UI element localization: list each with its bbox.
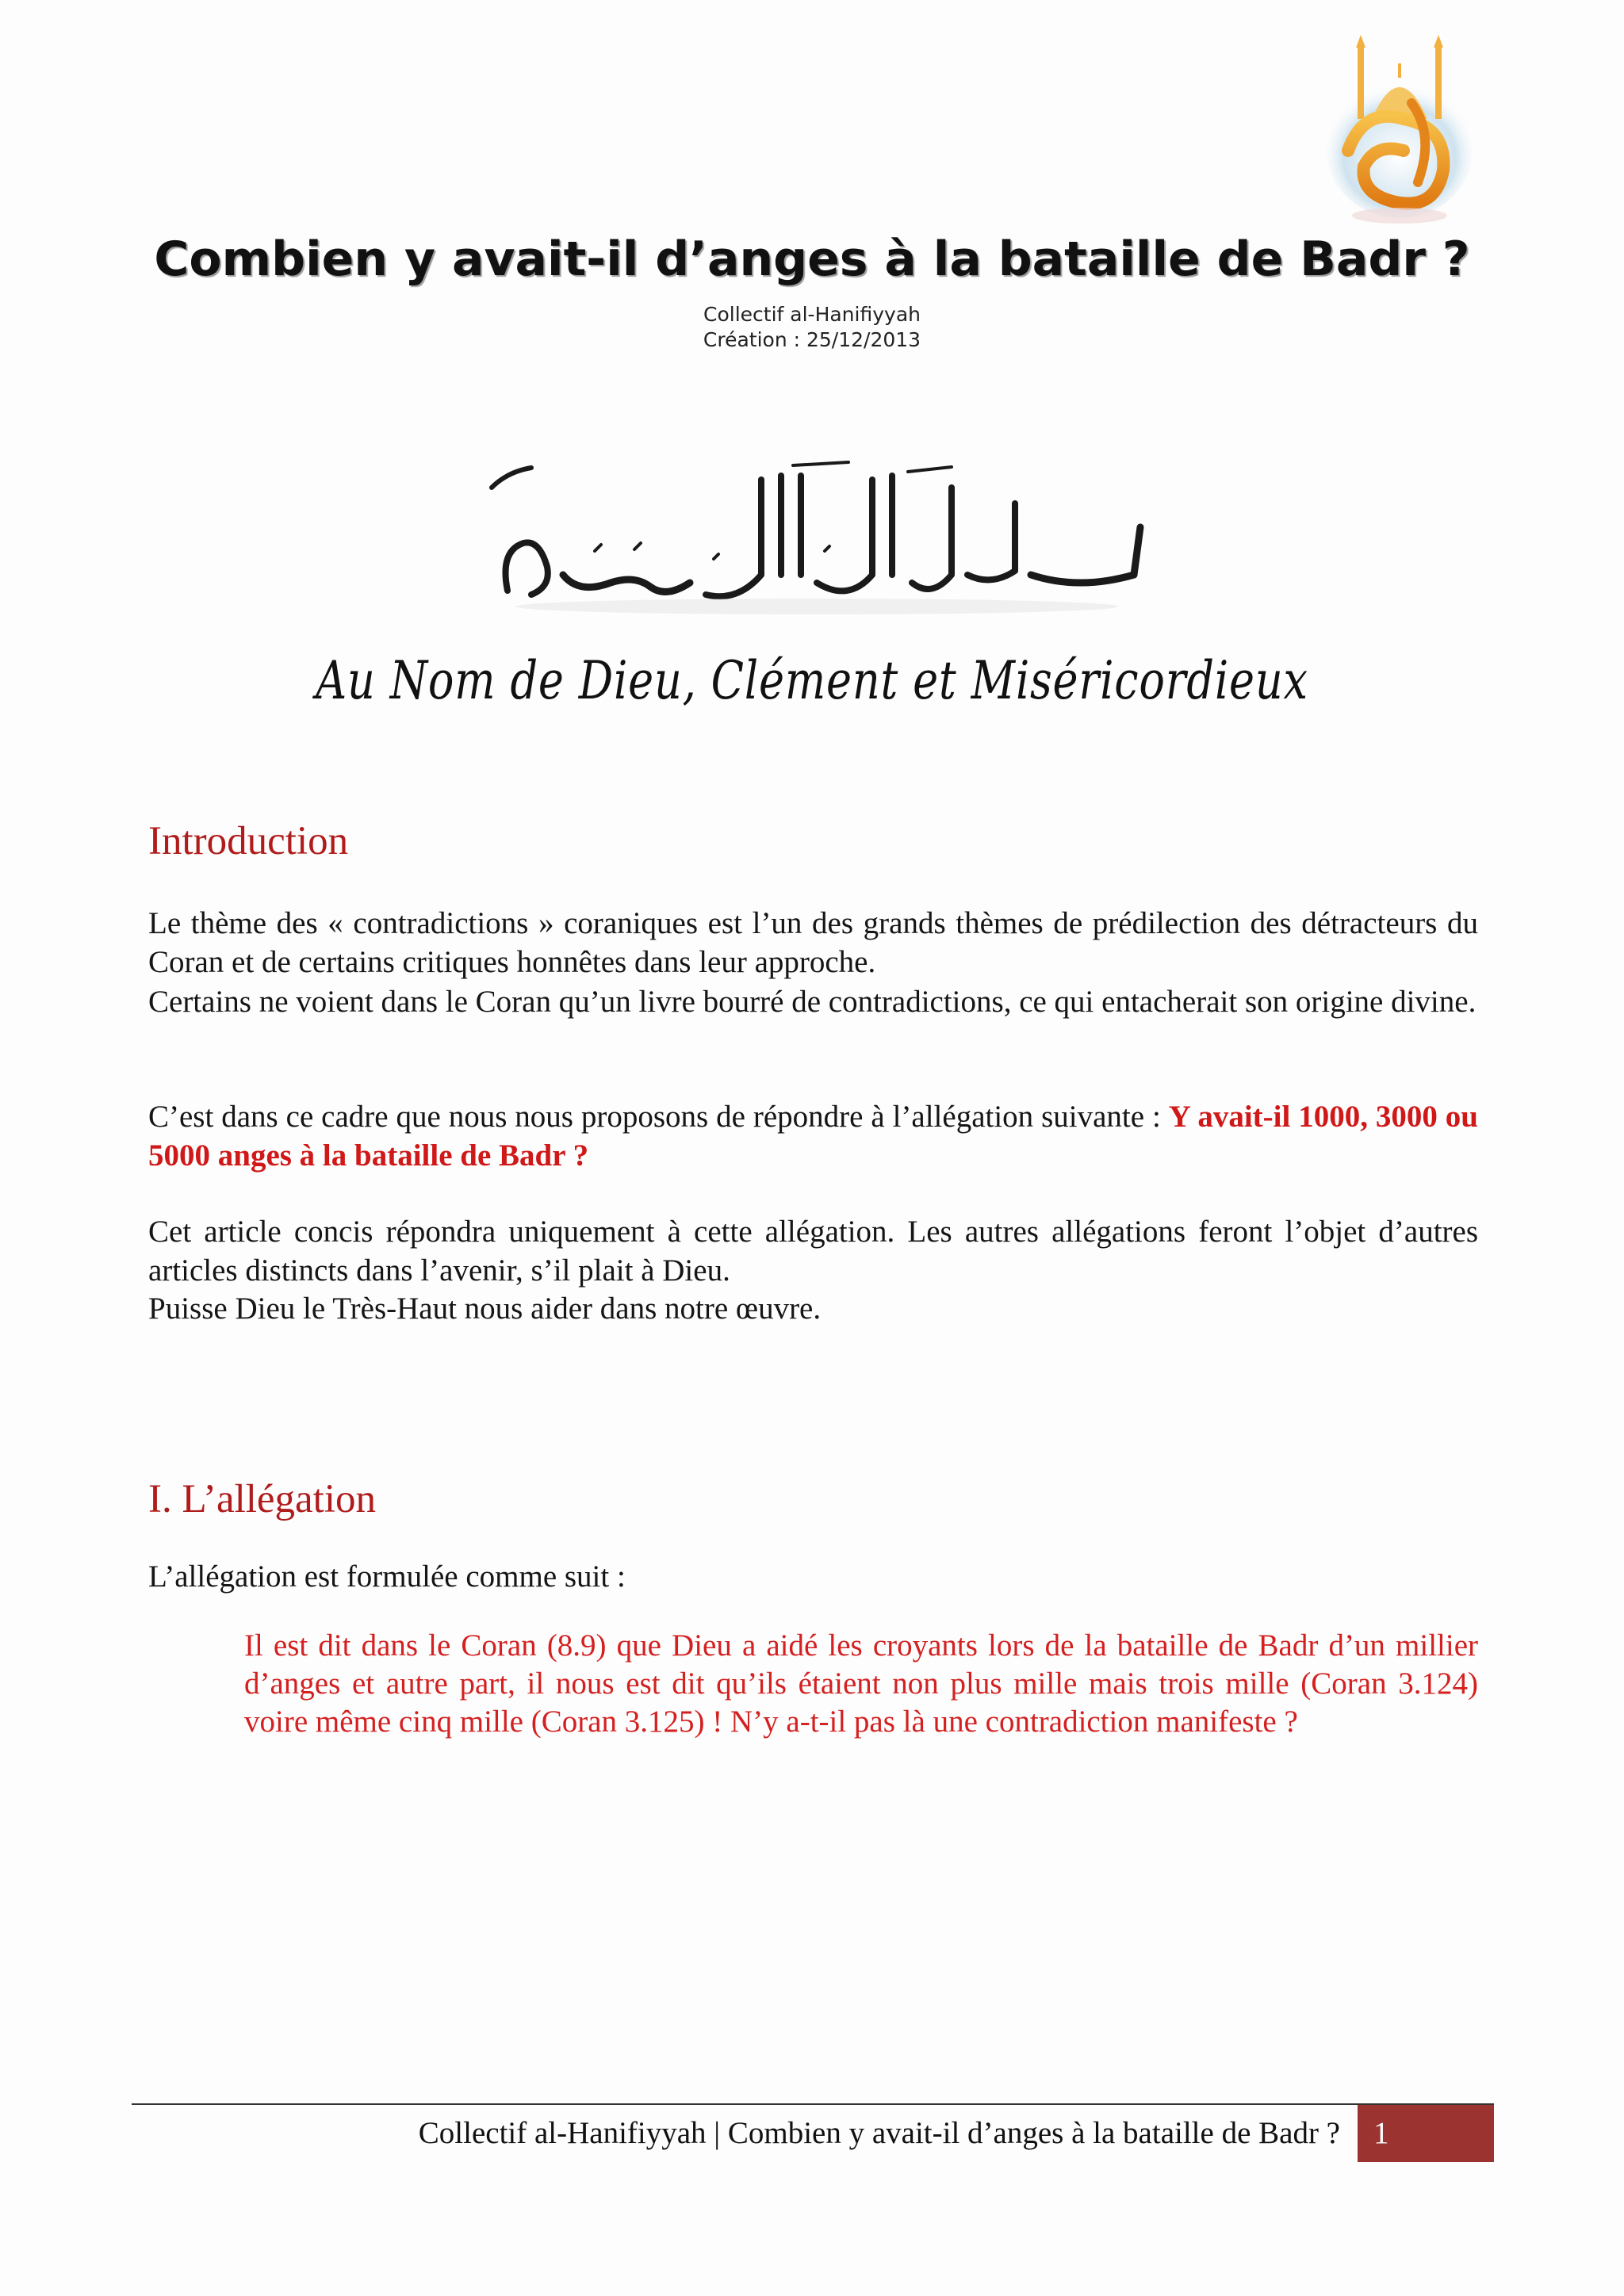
basmala-translation: Au Nom de Dieu, Clément et Miséricordieux bbox=[316, 650, 1308, 711]
basmala-calligraphy-icon bbox=[476, 456, 1158, 622]
allegation-question-highlight: Y avait-il 1000, 3000 ou 5000 anges à la bataille de Badr ? bbox=[148, 1100, 1478, 1173]
introduction-heading: Introduction bbox=[148, 819, 349, 863]
author-line: Collectif al-Hanifiyyah bbox=[703, 303, 921, 326]
intro-paragraph-1: Le thème des « contradictions » coraniques est l’un des grands thèmes de prédilection des détracteurs du Coran et de certains critiques honnêtes dans leur approche. bbox=[148, 906, 1478, 979]
document-title: Combien y avait-il d’anges à la bataille de Badr ? bbox=[154, 232, 1470, 287]
allegation-quote: Il est dit dans le Coran (8.9) que Dieu a aidé les croyants lors de la bataille de Badr d’un millier d’anges et autre part, il nous est dit qu’ils étaient non plus mille mais trois mille (Coran 3.124) voire même cinq mille (Coran 3.125) ! N’y a-t-il pas là une contradiction manifeste ? bbox=[244, 1628, 1478, 1739]
intro-paragraph-5: Puisse Dieu le Très-Haut nous aider dans notre œuvre. bbox=[148, 1292, 822, 1326]
page-number-badge: 1 bbox=[1358, 2105, 1494, 2162]
allegation-heading: I. L’allégation bbox=[148, 1477, 377, 1521]
intro-paragraph-3-text: C’est dans ce cadre que nous nous proposons de répondre à l’allégation suivante : bbox=[148, 1100, 1169, 1134]
intro-paragraph-2: Certains ne voient dans le Coran qu’un livre bourré de contradictions, ce qui entacherait son origine divine. bbox=[148, 985, 1477, 1019]
creation-date: Création : 25/12/2013 bbox=[703, 328, 921, 351]
intro-paragraph-4: Cet article concis répondra uniquement à cette allégation. Les autres allégations feront l’objet d’autres articles distincts dans l’avenir, s’il plait à Dieu. bbox=[148, 1215, 1478, 1288]
mosque-logo-icon bbox=[1316, 32, 1483, 230]
intro-paragraph-3 bbox=[148, 1097, 1478, 1175]
footer-text: Collectif al-Hanifiyyah | Combien y avait-il d’anges à la bataille de Badr ? bbox=[418, 2116, 1340, 2150]
footer-divider bbox=[132, 2103, 1494, 2105]
allegation-intro: L’allégation est formulée comme suit : bbox=[148, 1559, 626, 1594]
